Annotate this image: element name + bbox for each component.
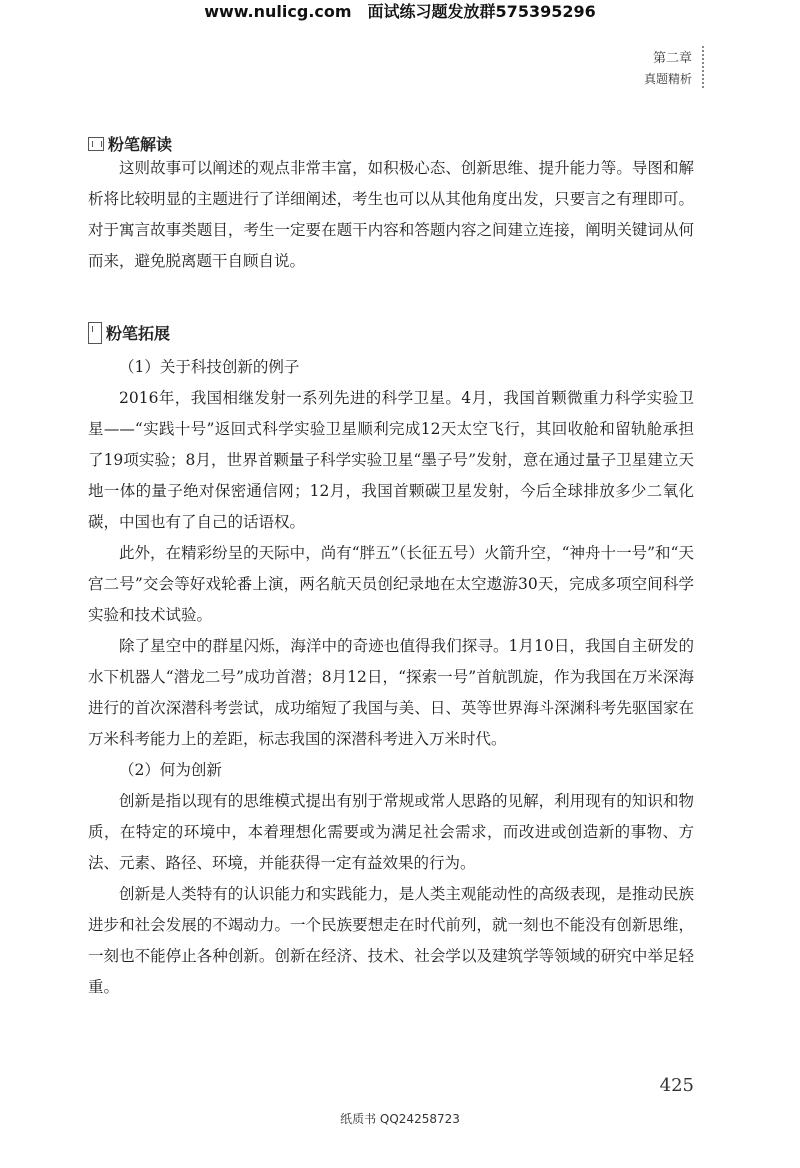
section-heading-label: 粉笔拓展 [106,324,171,343]
book-icon [88,137,104,151]
paragraph: 创新是人类特有的认识能力和实践能力，是人类主观能动性的高级表现，是推动民族进步和社会发展的不竭动力。一个民族要想走在时代前列，就一刻也不能没有创新思维，一刻也不能停止各种创新。创新在经济、技术、社会学以及建筑学等领域的研究中举足轻重。 [88,885,694,996]
section-heading-interpretation [88,132,172,155]
watermark [0,0,800,24]
paragraph: 创新是指以现有的思维模式提出有别于常规或常人思路的见解，利用现有的知识和物质，在特定的环境中，本着理想化需要或为满足社会需求，而改进或创造新的事物、方法、元素、路径、环境，并能获得一定有益效果的行为。 [88,792,694,872]
watermark-group: 面试练习题发放群575395296 [367,2,596,21]
paragraph: 2016年，我国相继发射一系列先进的科学卫星。4月，我国首颗微重力科学实验卫星——“实践十号”返回式科学实验卫星顺利完成12天太空飞行，其回收舱和留轨舱承担了19项实验；8月，世界首颗量子科学实验卫星“墨子号”发射，意在通过量子卫星建立天地一体的量子绝对保密通信网；12月，我国首颗碳卫星发射，今后全球排放多少二氧化碳，中国也有了自己的话语权。 [88,389,694,531]
paragraph: 除了星空中的群星闪烁，海洋中的奇迹也值得我们探寻。1月10日，我国自主研发的水下机器人“潜龙二号”成功首潜；8月12日，“探索一号”首航凯旋，作为我国在万米深海进行的首次深潜科考尝试，成功缩短了我国与美、日、英等世界海斗深渊科考先驱国家在万米科考能力上的差距，标志我国的深潜科考进入万米时代。 [88,637,694,748]
paragraph: 这则故事可以阐述的观点非常丰富，如积极心态、创新思维、提升能力等。导图和解析将比较明显的主题进行了详细阐述，考生也可以从其他角度出发，只要言之有理即可。对于寓言故事类题目，考生一定要在题干内容和答题内容之间建立连接，阐明关键词从何而来，避免脱离题干自顾自说。 [88,159,694,270]
watermark-site: www.nulicg.com [204,2,352,21]
section-interpretation-body [88,153,694,277]
section-heading-label: 粉笔解读 [108,135,173,154]
chapter-label: 第二章 [652,51,692,66]
subheading: （1）关于科技创新的例子 [119,358,300,376]
paragraph: 此外，在精彩纷呈的天际中，尚有“胖五”（长征五号）火箭升空，“神舟十一号”和“天宫二号”交会等好戏轮番上演，两名航天员创纪录地在太空遨游30天，完成多项空间科学实验和技术试验。 [88,544,694,624]
section-extension-body [88,352,694,1003]
footer-note: 纸质书 QQ24258723 [340,1112,460,1126]
margin-marker [702,46,704,88]
book-icon [88,322,102,344]
section-label: 真题精析 [643,72,692,86]
page-number: 425 [659,1075,694,1096]
running-head [644,50,692,88]
subheading: （2）何为创新 [119,761,222,779]
section-heading-extension [88,321,170,344]
